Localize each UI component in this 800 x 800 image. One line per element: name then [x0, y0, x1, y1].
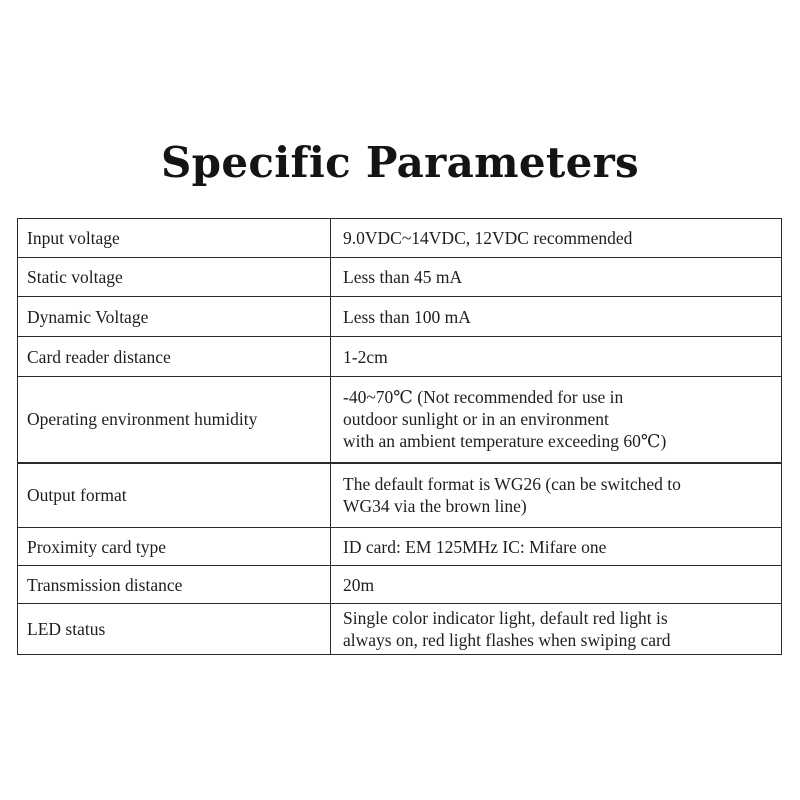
value-line: Single color indicator light, default red light is: [343, 608, 668, 628]
table-row: [18, 258, 782, 297]
param-value-operating-environment-humidity: [331, 377, 782, 463]
param-label-transmission-distance: Transmission distance: [18, 566, 331, 604]
param-label-proximity-card-type: Proximity card type: [18, 528, 331, 566]
param-label-card-reader-distance: Card reader distance: [18, 337, 331, 377]
value-line: WG34 via the brown line): [343, 496, 527, 517]
param-value-transmission-distance: [331, 566, 782, 604]
table-row: [18, 463, 782, 528]
parameters-table: [17, 218, 782, 655]
value-line: Less than 100 mA: [343, 306, 471, 327]
value-line: Less than 45 mA: [343, 267, 463, 287]
param-label-static-voltage: Static voltage: [18, 258, 331, 297]
value-line: outdoor sunlight or in an environment: [343, 409, 609, 430]
table-row: [18, 566, 782, 604]
param-value-proximity-card-type: [331, 528, 782, 566]
param-label-operating-environment-humidity: Operating environment humidity: [18, 377, 331, 463]
param-value-input-voltage: [331, 219, 782, 258]
param-value-output-format: [331, 463, 782, 528]
param-value-dynamic-voltage: [331, 297, 782, 337]
param-value-led-status: [331, 604, 782, 655]
value-line: ID card: EM 125MHz IC: Mifare one: [343, 536, 607, 557]
value-line: with an ambient temperature exceeding 60℃): [343, 431, 667, 452]
table-row: [18, 604, 782, 655]
table-row: [18, 377, 782, 463]
param-label-input-voltage: Input voltage: [18, 219, 331, 258]
table-row: [18, 297, 782, 337]
page-title: Specific Parameters: [161, 138, 639, 187]
value-line: 9.0VDC~14VDC, 12VDC recommended: [343, 228, 633, 248]
param-label-led-status: LED status: [18, 604, 331, 655]
value-line: 1-2cm: [343, 346, 388, 367]
value-line: -40~70℃ (Not recommended for use in: [343, 387, 624, 408]
value-line: The default format is WG26 (can be switched to: [343, 474, 681, 495]
param-value-static-voltage: [331, 258, 782, 297]
table-row: [18, 528, 782, 566]
table-row: [18, 337, 782, 377]
table-row: [18, 219, 782, 258]
value-line: always on, red light flashes when swiping card: [343, 630, 671, 650]
param-label-output-format: Output format: [18, 463, 331, 528]
param-label-dynamic-voltage: Dynamic Voltage: [18, 297, 331, 337]
param-value-card-reader-distance: [331, 337, 782, 377]
value-line: 20m: [343, 574, 375, 595]
